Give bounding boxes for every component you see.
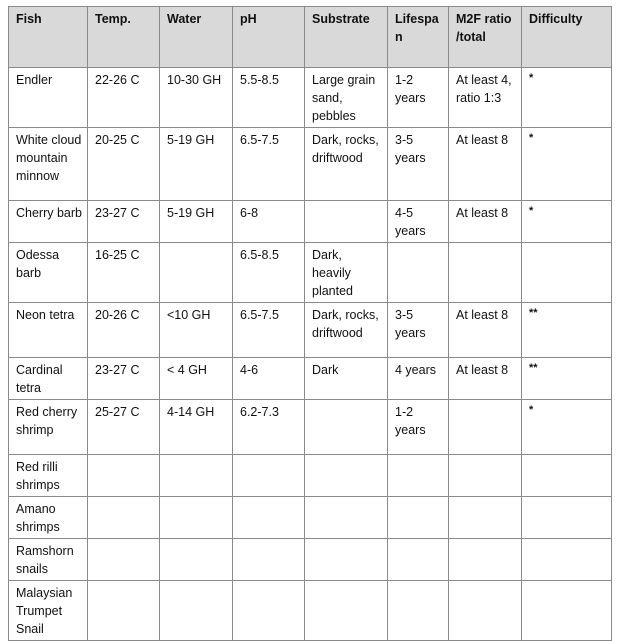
cell-water [160, 497, 233, 539]
cell-fish: Red cherry shrimp [9, 400, 88, 455]
cell-fish: Neon tetra [9, 303, 88, 358]
cell-lifespan: 1-2 years [388, 400, 449, 455]
cell-lifespan: 1-2 years [388, 68, 449, 128]
cell-temp: 23-27 C [88, 358, 160, 400]
header-water: Water [160, 7, 233, 68]
cell-water: 4-14 GH [160, 400, 233, 455]
cell-fish: Malaysian Trumpet Snail [9, 581, 88, 641]
cell-substrate: Dark, heavily planted [305, 243, 388, 303]
cell-difficulty [522, 539, 612, 581]
cell-fish: Red rilli shrimps [9, 455, 88, 497]
cell-difficulty: * [522, 201, 612, 243]
cell-m2f-ratio [449, 455, 522, 497]
cell-m2f-ratio [449, 497, 522, 539]
cell-lifespan [388, 539, 449, 581]
cell-ph [233, 497, 305, 539]
cell-difficulty: ** [522, 358, 612, 400]
cell-temp: 23-27 C [88, 201, 160, 243]
cell-lifespan: 3-5 years [388, 303, 449, 358]
table-header-row [9, 7, 612, 68]
cell-m2f-ratio: At least 8 [449, 303, 522, 358]
cell-water [160, 581, 233, 641]
cell-m2f-ratio [449, 243, 522, 303]
cell-m2f-ratio: At least 8 [449, 358, 522, 400]
cell-ph [233, 581, 305, 641]
header-m2f-ratio: M2F ratio /total [449, 7, 522, 68]
cell-lifespan [388, 581, 449, 641]
table-row [9, 539, 612, 581]
cell-temp: 25-27 C [88, 400, 160, 455]
cell-ph: 6.5-8.5 [233, 243, 305, 303]
cell-substrate: Dark [305, 358, 388, 400]
cell-water [160, 539, 233, 581]
cell-difficulty [522, 455, 612, 497]
cell-m2f-ratio [449, 400, 522, 455]
cell-lifespan: 4 years [388, 358, 449, 400]
cell-fish: Ramshorn snails [9, 539, 88, 581]
table-row [9, 68, 612, 128]
cell-water: <10 GH [160, 303, 233, 358]
cell-m2f-ratio: At least 8 [449, 201, 522, 243]
cell-lifespan [388, 243, 449, 303]
cell-fish: Cardinal tetra [9, 358, 88, 400]
cell-substrate [305, 455, 388, 497]
table-row [9, 201, 612, 243]
cell-difficulty: ** [522, 303, 612, 358]
table-row [9, 455, 612, 497]
cell-m2f-ratio [449, 539, 522, 581]
cell-temp: 22-26 C [88, 68, 160, 128]
table-row [9, 358, 612, 400]
cell-difficulty: * [522, 400, 612, 455]
table-row [9, 497, 612, 539]
header-temp: Temp. [88, 7, 160, 68]
header-ph: pH [233, 7, 305, 68]
cell-substrate [305, 497, 388, 539]
cell-substrate [305, 539, 388, 581]
cell-substrate [305, 581, 388, 641]
table-row [9, 400, 612, 455]
cell-difficulty: * [522, 128, 612, 201]
cell-lifespan: 3-5 years [388, 128, 449, 201]
cell-temp: 20-25 C [88, 128, 160, 201]
table-row [9, 581, 612, 641]
cell-temp [88, 581, 160, 641]
header-substrate: Substrate [305, 7, 388, 68]
cell-water [160, 243, 233, 303]
cell-lifespan [388, 497, 449, 539]
cell-difficulty [522, 581, 612, 641]
cell-water: 5-19 GH [160, 128, 233, 201]
cell-temp [88, 539, 160, 581]
cell-m2f-ratio: At least 8 [449, 128, 522, 201]
cell-m2f-ratio: At least 4, ratio 1:3 [449, 68, 522, 128]
cell-substrate [305, 201, 388, 243]
cell-water: < 4 GH [160, 358, 233, 400]
cell-temp: 20-26 C [88, 303, 160, 358]
cell-lifespan: 4-5 years [388, 201, 449, 243]
cell-substrate: Dark, rocks, driftwood [305, 303, 388, 358]
cell-water: 5-19 GH [160, 201, 233, 243]
cell-difficulty: * [522, 68, 612, 128]
cell-ph [233, 455, 305, 497]
cell-difficulty [522, 497, 612, 539]
cell-fish: Cherry barb [9, 201, 88, 243]
cell-difficulty [522, 243, 612, 303]
cell-ph: 6-8 [233, 201, 305, 243]
cell-substrate [305, 400, 388, 455]
cell-substrate: Large grain sand, pebbles [305, 68, 388, 128]
table-row [9, 303, 612, 358]
cell-ph: 5.5-8.5 [233, 68, 305, 128]
cell-m2f-ratio [449, 581, 522, 641]
cell-ph: 6.5-7.5 [233, 128, 305, 201]
cell-temp: 16-25 C [88, 243, 160, 303]
fish-care-table [8, 6, 612, 641]
cell-ph: 4-6 [233, 358, 305, 400]
cell-water: 10-30 GH [160, 68, 233, 128]
cell-temp [88, 497, 160, 539]
table-row [9, 128, 612, 201]
header-lifespan: Lifespan [388, 7, 449, 68]
cell-ph: 6.5-7.5 [233, 303, 305, 358]
cell-fish: Endler [9, 68, 88, 128]
cell-fish: White cloud mountain minnow [9, 128, 88, 201]
cell-lifespan [388, 455, 449, 497]
cell-water [160, 455, 233, 497]
cell-temp [88, 455, 160, 497]
cell-ph: 6.2-7.3 [233, 400, 305, 455]
header-fish: Fish [9, 7, 88, 68]
cell-fish: Odessa barb [9, 243, 88, 303]
table-row [9, 243, 612, 303]
cell-fish: Amano shrimps [9, 497, 88, 539]
cell-ph [233, 539, 305, 581]
cell-substrate: Dark, rocks, driftwood [305, 128, 388, 201]
header-difficulty: Difficulty [522, 7, 612, 68]
